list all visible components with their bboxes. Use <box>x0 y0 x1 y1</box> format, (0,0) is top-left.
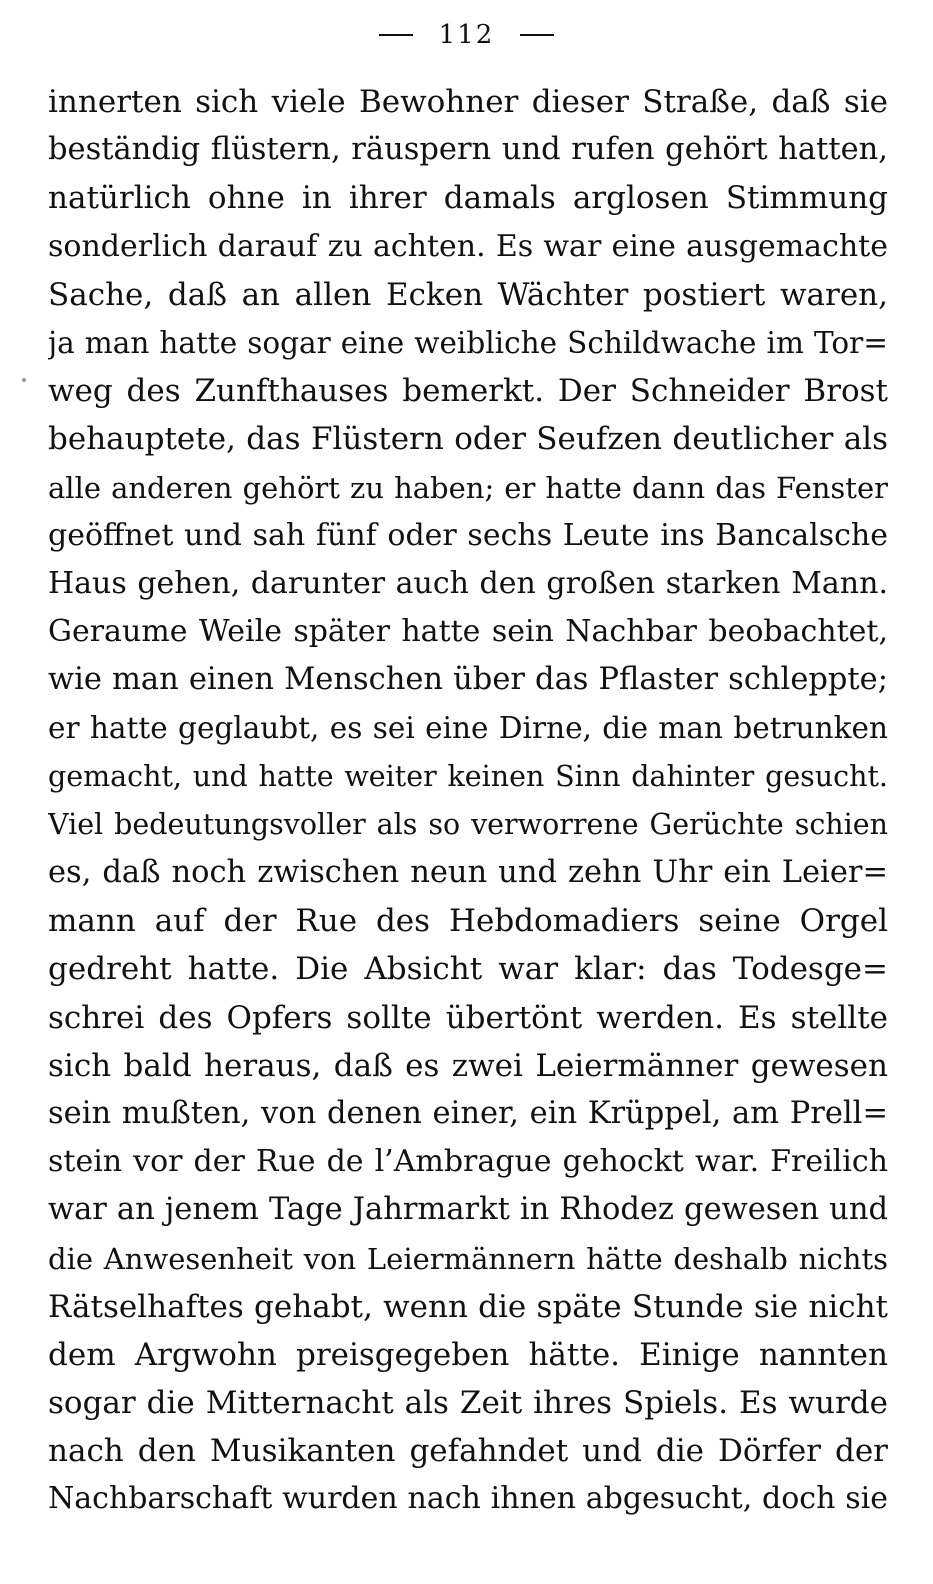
text-line: Rätselhaftes gehabt, wenn die späte Stunde sie nicht <box>48 1288 888 1325</box>
text-line: Haus gehen, darunter auch den großen starken Mann. <box>48 565 888 601</box>
text-line: natürlich ohne in ihrer damals arglosen Stimmung <box>48 180 888 217</box>
text-line: war an jenem Tage Jahrmarkt in Rhodez gewesen und <box>48 1192 888 1228</box>
text-line: sogar die Mitternacht als Zeit ihres Spiels. Es wurde <box>48 1385 888 1422</box>
text-line: innerten sich viele Bewohner dieser Straße, daß sie <box>48 84 888 120</box>
text-line: sich bald heraus, daß es zwei Leiermänner gewesen <box>48 1047 888 1084</box>
page-header <box>0 18 933 52</box>
text-line: gemacht, und hatte weiter keinen Sinn dahinter gesucht. <box>48 759 888 793</box>
header-dash-right <box>520 34 554 36</box>
margin-speck <box>22 378 26 382</box>
text-line: alle anderen gehört zu haben; er hatte dann das Fenster <box>48 470 888 505</box>
text-line: Viel bedeutungsvoller als so verworrene Gerüchte schien <box>48 807 888 841</box>
page-number: 112 <box>438 20 495 50</box>
text-line: nach den Musikanten gefahndet und die Dörfer der <box>48 1433 888 1470</box>
text-line: dem Argwohn preisgegeben hätte. Einige nannten <box>48 1336 888 1373</box>
text-line: weg des Zunfthauses bemerkt. Der Schneider Brost <box>48 373 888 410</box>
text-line: er hatte geglaubt, es sei eine Dirne, die man betrunken <box>48 711 888 746</box>
header-dash-left <box>379 34 413 36</box>
text-line: schrei des Opfers sollte übertönt werden. Es stellte <box>48 999 888 1036</box>
text-line: Sache, daß an allen Ecken Wächter postiert waren, <box>48 276 888 313</box>
text-line: sonderlich darauf zu achten. Es war eine ausgemachte <box>48 228 888 264</box>
text-line: mann auf der Rue des Hebdomadiers seine Orgel <box>48 903 888 940</box>
text-line: Geraume Weile später hatte sein Nachbar beobachtet, <box>48 614 888 650</box>
text-line: geöffnet und sah fünf oder sechs Leute ins Bancalsche <box>48 517 888 553</box>
text-line: die Anwesenheit von Leiermännern hätte deshalb nichts <box>48 1241 888 1276</box>
text-line: sein mußten, von denen einer, ein Krüppel, am Prell= <box>48 1095 888 1131</box>
body-text <box>48 78 888 1524</box>
text-line: wie man einen Menschen über das Pflaster schleppte; <box>48 662 888 698</box>
text-line: beständig flüstern, räuspern und rufen gehört hatten, <box>48 132 888 168</box>
text-line: behauptete, das Flüstern oder Seufzen deutlicher als <box>48 421 888 458</box>
text-line: es, daß noch zwischen neun und zehn Uhr ein Leier= <box>48 855 888 890</box>
text-line: gedreht hatte. Die Absicht war klar: das Todesge= <box>48 951 888 988</box>
text-line: ja man hatte sogar eine weibliche Schildwache im Tor= <box>48 325 888 360</box>
text-line: stein vor der Rue de l’Ambrague gehockt war. Freilich <box>48 1144 888 1180</box>
text-line: Nachbarschaft wurden nach ihnen abgesucht, doch sie <box>48 1481 888 1517</box>
